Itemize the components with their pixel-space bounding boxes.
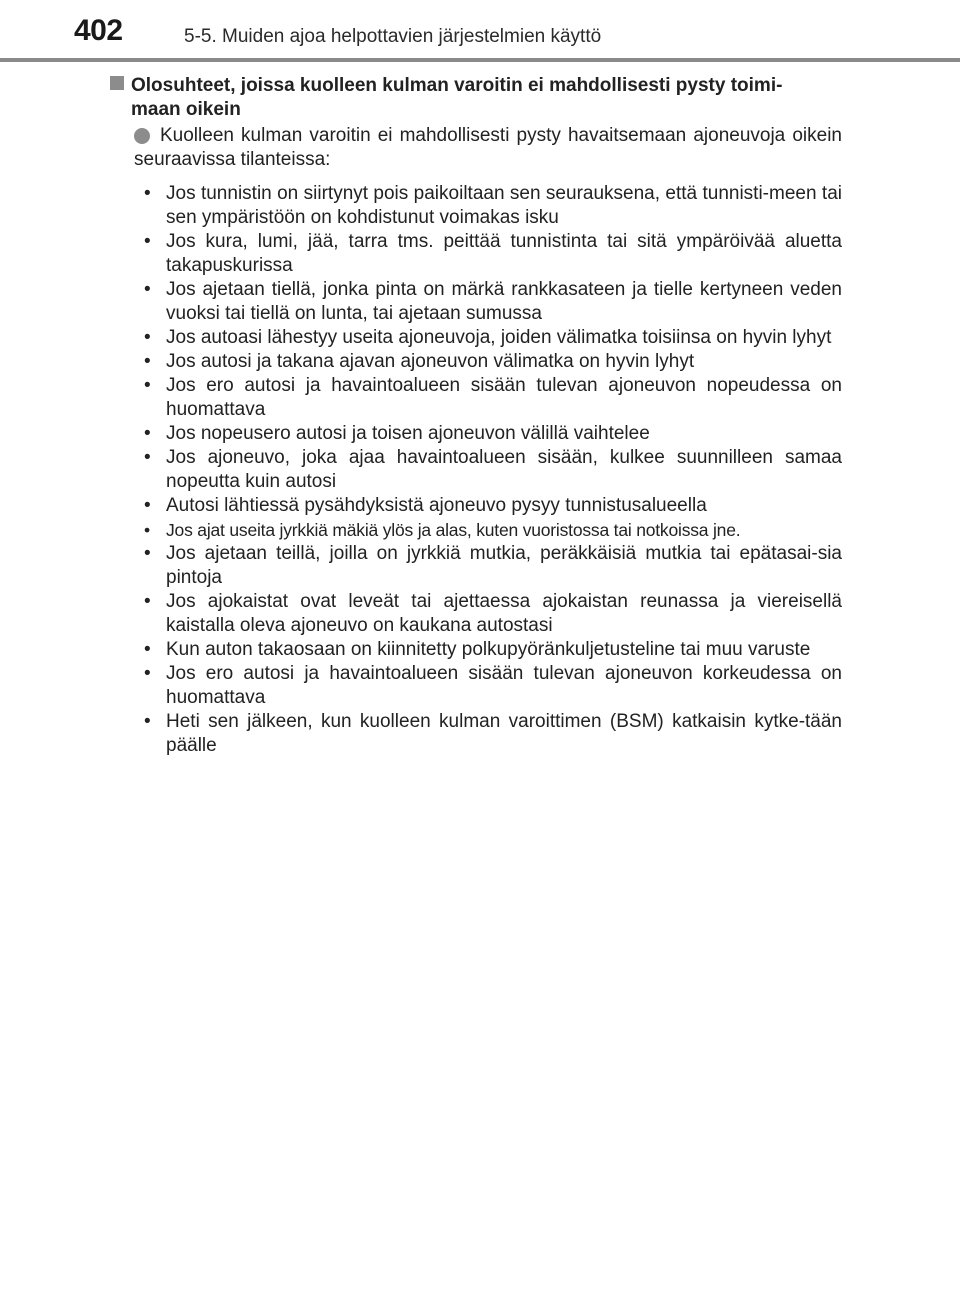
bullet-icon: • bbox=[144, 495, 151, 516]
intro-text: Kuolleen kulman varoitin ei mahdollisesti pysty havaitsemaan ajoneuvoja oikein seuraavissa tilanteissa: bbox=[134, 125, 842, 170]
bullet-icon: • bbox=[144, 520, 150, 540]
bullet-icon: • bbox=[144, 591, 151, 612]
list-item-text: Jos autoasi lähestyy useita ajoneuvoja, joiden välimatka toisiinsa on hyvin lyhyt bbox=[166, 327, 832, 348]
heading-line-2: maan oikein bbox=[131, 99, 241, 120]
list-item bbox=[144, 326, 842, 350]
bullet-icon: • bbox=[144, 375, 151, 396]
section-heading bbox=[110, 74, 842, 122]
bullet-icon: • bbox=[144, 711, 151, 732]
list-item-text: Heti sen jälkeen, kun kuolleen kulman varoittimen (BSM) katkaisin kytke-tään päälle bbox=[166, 711, 842, 756]
list-item bbox=[144, 494, 842, 518]
page-header bbox=[0, 0, 960, 62]
list-item-text: Jos ajoneuvo, joka ajaa havaintoalueen sisään, kulkee suunnilleen samaa nopeutta kuin autosi bbox=[166, 447, 842, 492]
list-item-text: Jos tunnistin on siirtynyt pois paikoiltaan sen seurauksena, että tunnisti-meen tai sen ympäristöön on kohdistunut voimakas isku bbox=[166, 183, 842, 228]
page-number: 402 bbox=[74, 14, 123, 47]
list-item bbox=[144, 230, 842, 278]
bullet-icon: • bbox=[144, 639, 151, 660]
circle-bullet-icon bbox=[134, 128, 150, 144]
list-item bbox=[144, 374, 842, 422]
list-item bbox=[144, 182, 842, 230]
list-item-text: Jos kura, lumi, jää, tarra tms. peittää tunnistinta tai sitä ympäröivää aluetta takapuskurissa bbox=[166, 231, 842, 276]
list-item-text: Jos autosi ja takana ajavan ajoneuvon välimatka on hyvin lyhyt bbox=[166, 351, 695, 372]
bullet-icon: • bbox=[144, 423, 151, 444]
list-item-text: Jos ajat useita jyrkkiä mäkiä ylös ja alas, kuten vuoristossa tai notkoissa jne. bbox=[166, 520, 741, 540]
list-item-text: Jos ero autosi ja havaintoalueen sisään tulevan ajoneuvon nopeudessa on huomattava bbox=[166, 375, 842, 420]
list-item bbox=[144, 662, 842, 710]
list-item bbox=[144, 638, 842, 662]
list-item-text: Jos ajetaan teillä, joilla on jyrkkiä mutkia, peräkkäisiä mutkia tai epätasai-sia pintoja bbox=[166, 543, 842, 588]
bullet-icon: • bbox=[144, 183, 151, 204]
list-item bbox=[144, 350, 842, 374]
bullet-icon: • bbox=[144, 447, 151, 468]
square-bullet-icon bbox=[110, 76, 124, 90]
list-item bbox=[144, 518, 842, 542]
list-item-text: Jos ajetaan tiellä, jonka pinta on märkä rankkasateen ja tielle kertyneen veden vuoksi tai tiellä on lunta, tai ajetaan sumussa bbox=[166, 279, 842, 324]
list-item bbox=[144, 542, 842, 590]
bullet-icon: • bbox=[144, 663, 151, 684]
list-item-text: Kun auton takaosaan on kiinnitetty polkupyöränkuljetusteline tai muu varuste bbox=[166, 639, 811, 660]
list-item-text: Jos nopeusero autosi ja toisen ajoneuvon välillä vaihtelee bbox=[166, 423, 650, 444]
bullet-icon: • bbox=[144, 327, 151, 348]
header-rule bbox=[0, 58, 960, 62]
list-item bbox=[144, 278, 842, 326]
intro-paragraph bbox=[134, 124, 842, 172]
list-item bbox=[144, 710, 842, 758]
list-item-text: Jos ajokaistat ovat leveät tai ajettaessa ajokaistan reunassa ja viereisellä kaistalla oleva ajoneuvo on kaukana autostasi bbox=[166, 591, 842, 636]
bullet-icon: • bbox=[144, 543, 151, 564]
list-item-text: Jos ero autosi ja havaintoalueen sisään tulevan ajoneuvon korkeudessa on huomattava bbox=[166, 663, 842, 708]
list-item bbox=[144, 422, 842, 446]
list-item-text: Autosi lähtiessä pysähdyksistä ajoneuvo pysyy tunnistusalueella bbox=[166, 495, 707, 516]
bullet-icon: • bbox=[144, 231, 151, 252]
condition-list bbox=[144, 182, 842, 758]
heading-line-1: Olosuhteet, joissa kuolleen kulman varoitin ei mahdollisesti pysty toimi- bbox=[131, 75, 783, 96]
chapter-title: 5-5. Muiden ajoa helpottavien järjestelmien käyttö bbox=[184, 26, 602, 47]
list-item bbox=[144, 446, 842, 494]
bullet-icon: • bbox=[144, 351, 151, 372]
bullet-icon: • bbox=[144, 279, 151, 300]
list-item bbox=[144, 590, 842, 638]
